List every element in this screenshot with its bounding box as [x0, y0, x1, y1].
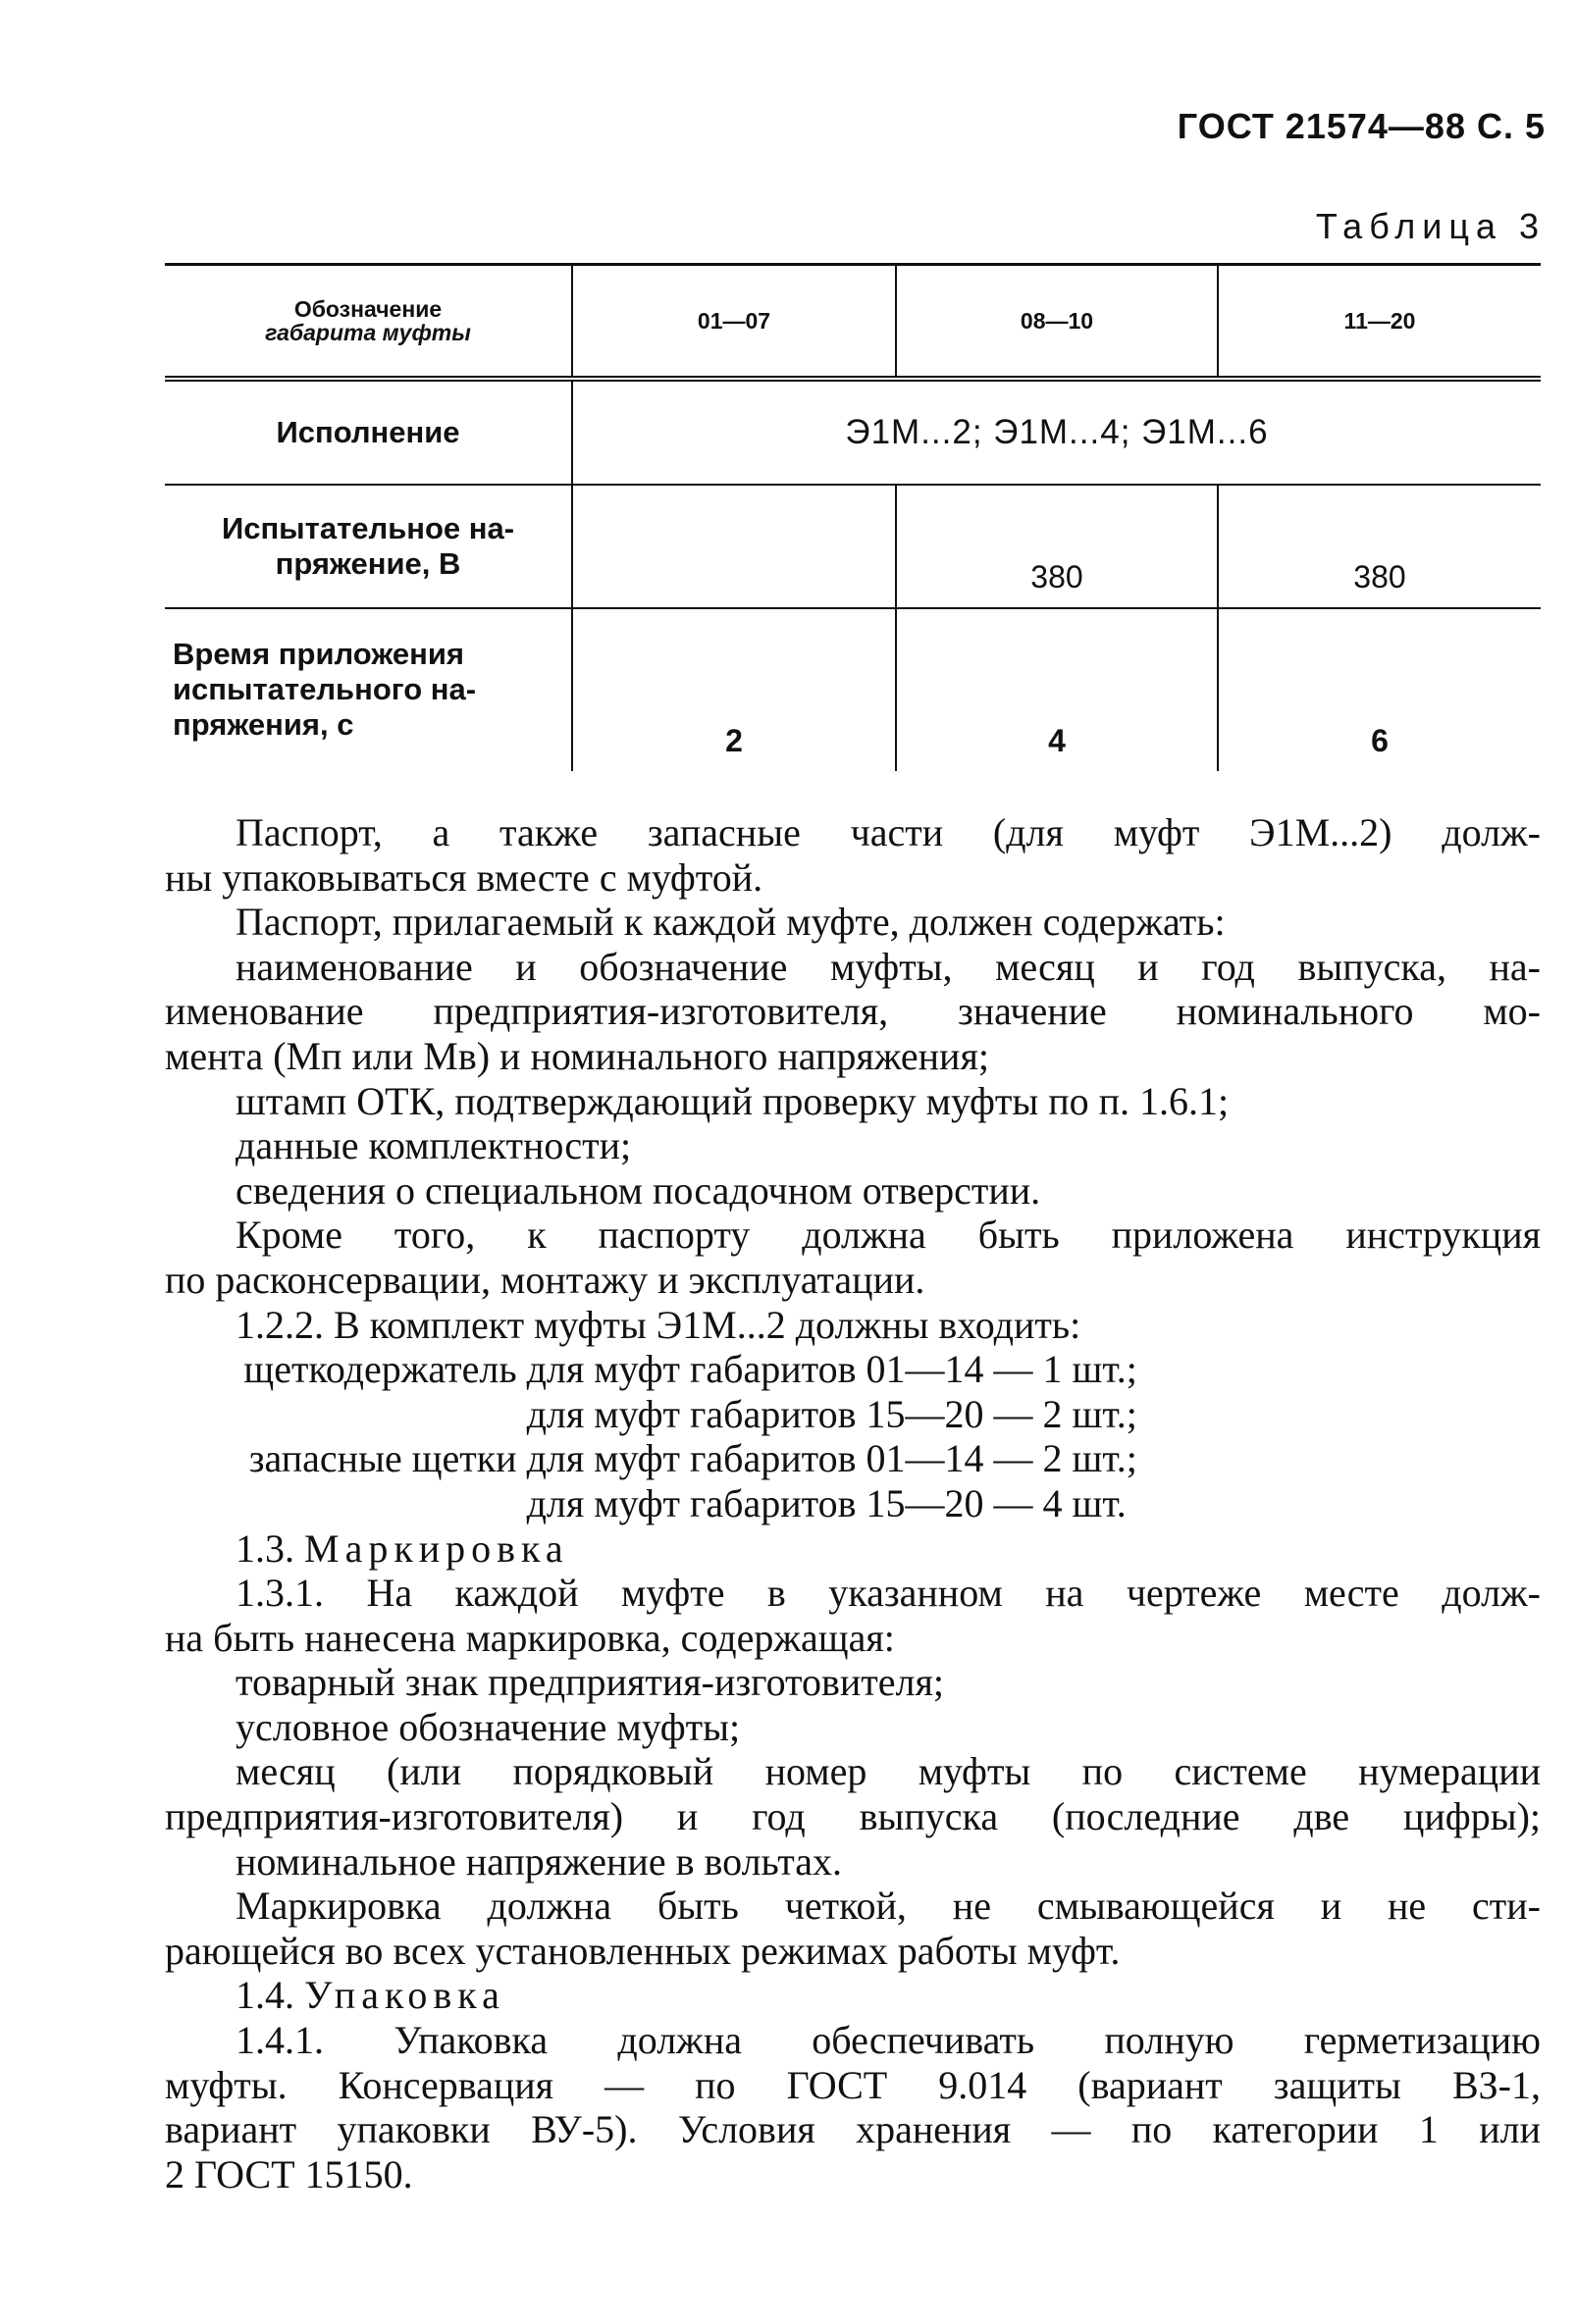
- paragraph-month-line2: предприятия-изготовителя) и год выпуска (последние две цифры);: [165, 1794, 1541, 1839]
- section-1-3-heading: [165, 1526, 1541, 1572]
- paragraph-passport-3-line1: наименование и обозначение муфты, месяц и год выпуска, на-: [236, 944, 1541, 989]
- cell-time-3: 6: [1218, 608, 1541, 771]
- paragraph-1-4-1-line4: 2 ГОСТ 15150.: [165, 2151, 413, 2196]
- row-value-execution: Э1М...2; Э1М...4; Э1М...6: [572, 379, 1541, 485]
- kit-row: [165, 1392, 1541, 1437]
- paragraph-passport-3-line3: мента (Мп или Мв) и номинального напряжения;: [165, 1033, 989, 1078]
- page-header: ГОСТ 21574—88 С. 5: [1177, 106, 1546, 146]
- paragraph-bore: сведения о специальном посадочном отверстии.: [236, 1167, 1041, 1213]
- row-label-voltage-line2: пряжение, В: [275, 545, 461, 581]
- kit-row-2-qty: габаритов 15—20 — 2 шт.;: [690, 1391, 1137, 1436]
- paragraph-1-3-1-line1: 1.3.1. На каждой муфте в указанном на чертеже месте долж-: [236, 1571, 1541, 1616]
- kit-row-1-qty: габаритов 01—14 — 1 шт.;: [690, 1347, 1137, 1392]
- kit-row: [165, 1347, 1541, 1392]
- table-row-execution: [165, 379, 1541, 485]
- section-1-3-title: Маркировка: [304, 1525, 569, 1571]
- section-1-4-heading: [165, 1973, 1541, 2018]
- paragraph-completeness: данные комплектности;: [236, 1123, 632, 1168]
- paragraph-1-4-1-line3: вариант упаковки ВУ-5). Условия хранения — по категории 1 или: [165, 2107, 1541, 2152]
- cell-voltage-1: [572, 485, 896, 608]
- table-row-time: [165, 608, 1541, 771]
- cell-time-2: 4: [896, 608, 1218, 771]
- cell-voltage-2: 380: [896, 485, 1218, 608]
- kit-row-2-item: для муфт: [526, 1391, 680, 1436]
- cell-time-1: 2: [572, 608, 896, 771]
- header-col-1: 01—07: [572, 265, 896, 379]
- paragraph-passport-1-line1: Паспорт, а также запасные части (для муфт Э1М...2) долж-: [236, 810, 1541, 854]
- paragraph-instruction-line1: Кроме того, к паспорту должна быть приложена инструкция: [236, 1213, 1541, 1258]
- header-col-3: 11—20: [1218, 265, 1541, 379]
- paragraph-month-line1: месяц (или порядковый номер муфты по системе нумерации: [236, 1749, 1541, 1794]
- kit-row-3-qty: габаритов 01—14 — 2 шт.;: [690, 1436, 1137, 1481]
- paragraph-1-2-2: 1.2.2. В комплект муфты Э1М...2 должны входить:: [236, 1302, 1081, 1347]
- kit-row-1-item: щеткодержатель для муфт: [243, 1347, 680, 1392]
- row-label-time-line3: пряжения, с: [173, 707, 354, 742]
- row-label-voltage: [165, 485, 572, 608]
- cell-voltage-3: 380: [1218, 485, 1541, 608]
- paragraph-stamp: штамп ОТК, подтверждающий проверку муфты по п. 1.6.1;: [236, 1078, 1230, 1123]
- kit-row: [165, 1481, 1541, 1526]
- header-designation-line1: Обозначение: [293, 295, 443, 322]
- row-label-voltage-line1: Испытательное на-: [221, 510, 515, 545]
- row-label-execution: Исполнение: [276, 414, 460, 449]
- row-label-time: [165, 608, 572, 771]
- paragraph-trademark: товарный знак предприятия-изготовителя;: [236, 1660, 944, 1705]
- row-label-time-line1: Время приложения: [173, 637, 464, 671]
- paragraph-1-4-1-line2: муфты. Консервация — по ГОСТ 9.014 (вариант защиты ВЗ-1,: [165, 2062, 1541, 2107]
- paragraph-voltage: номинальное напряжение в вольтах.: [236, 1838, 842, 1884]
- kit-row-4-qty: габаритов 15—20 — 4 шт.: [690, 1480, 1127, 1525]
- paragraph-1-3-1-line2: на быть нанесена маркировка, содержащая:: [165, 1615, 895, 1660]
- kit-list: [165, 1347, 1541, 1525]
- kit-row: [165, 1436, 1541, 1481]
- paragraph-instruction-line2: по расконсервации, монтажу и эксплуатации.: [165, 1257, 925, 1302]
- paragraph-passport-2: Паспорт, прилагаемый к каждой муфте, должен содержать:: [236, 900, 1226, 945]
- table-row-voltage: [165, 485, 1541, 608]
- kit-row-3-item: запасные щетки для муфт: [248, 1436, 680, 1481]
- paragraph-1-4-1-line1: 1.4.1. Упаковка должна обеспечивать полную герметизацию: [236, 2018, 1541, 2063]
- section-1-3-number: 1.3.: [236, 1525, 294, 1571]
- paragraph-designation: условное обозначение муфты;: [236, 1704, 741, 1749]
- paragraph-marking-clear-line2: рающейся во всех установленных режимах работы муфт.: [165, 1928, 1121, 1973]
- section-1-4-title: Упаковка: [304, 1973, 505, 2018]
- header-designation-line2: габарита муфты: [265, 319, 471, 345]
- header-designation: [165, 265, 572, 379]
- paragraph-passport-3-line2: именование предприятия-изготовителя, значение номинального мо-: [165, 989, 1541, 1034]
- table-caption: Таблица 3: [1315, 206, 1546, 246]
- section-1-4-number: 1.4.: [236, 1973, 294, 2018]
- table-3: [165, 263, 1541, 771]
- table-header-row: [165, 265, 1541, 379]
- paragraph-passport-1-line2: ны упаковываться вместе с муфтой.: [165, 854, 763, 900]
- header-col-2: 08—10: [896, 265, 1218, 379]
- row-label-time-line2: испытательного на-: [173, 672, 477, 706]
- paragraph-marking-clear-line1: Маркировка должна быть четкой, не смывающейся и не сти-: [236, 1884, 1541, 1929]
- kit-row-4-item: для муфт: [526, 1480, 680, 1525]
- body-text: [165, 810, 1541, 2196]
